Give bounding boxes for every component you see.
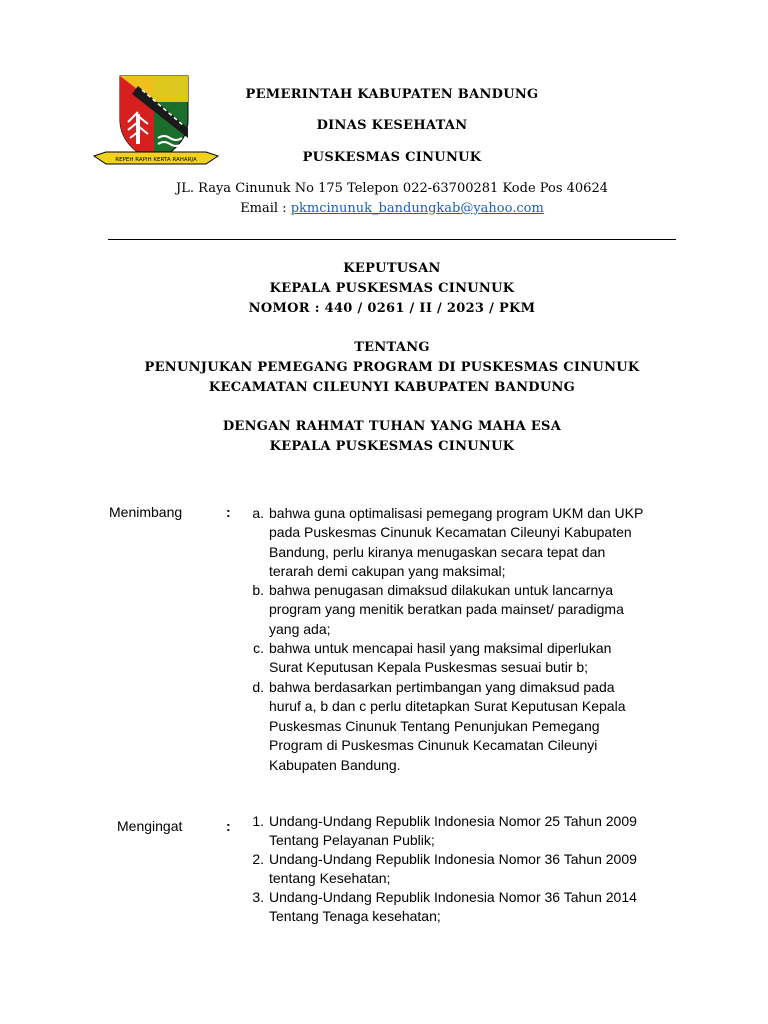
item-text	[269, 850, 685, 889]
item-marker: 2.	[252, 851, 264, 867]
header-institution: PUSKESMAS CINUNUK	[302, 150, 482, 165]
email-link[interactable]: pkmcinunuk_bandungkab@yahoo.com	[290, 201, 544, 216]
header-government: PEMERINTAH KABUPATEN BANDUNG	[245, 87, 539, 102]
header-address: JL. Raya Cinunuk No 175 Telepon 022-63700281 Kode Pos 40624	[176, 181, 608, 196]
mengingat-item	[244, 850, 685, 889]
item-line: Tentang Tenaga kesehatan;	[269, 908, 441, 925]
decree-subject-line-1: PENUNJUKAN PEMEGANG PROGRAM DI PUSKESMAS CINUNUK	[144, 360, 640, 375]
decree-issuer: KEPALA PUSKESMAS CINUNUK	[269, 281, 515, 296]
decree-number: NOMOR : 440 / 0261 / II / 2023 / PKM	[248, 301, 536, 316]
item-marker: b.	[252, 582, 264, 598]
item-line: huruf a, b dan c perlu ditetapkan Surat Keputusan Kepala	[269, 698, 626, 715]
item-line: Puskesmas Cinunuk Tentang Penunjukan Pemegang	[269, 717, 600, 734]
item-line: bahwa guna optimalisasi pemegang program UKM dan UKP	[269, 505, 644, 521]
mengingat-colon: :	[226, 818, 231, 834]
mengingat-item	[244, 888, 685, 927]
email-label: Email :	[240, 201, 291, 216]
item-line: Tentang Pelayanan Publik;	[269, 832, 435, 849]
item-line: tentang Kesehatan;	[269, 870, 391, 887]
item-line: Undang-Undang Republik Indonesia Nomor 36 Tahun 2014	[269, 889, 637, 905]
item-line: bahwa untuk mencapai hasil yang maksimal diperlukan	[269, 640, 612, 656]
item-marker: a.	[252, 505, 264, 521]
item-line: Program di Puskesmas Cinunuk Kecamatan Cileunyi	[269, 737, 598, 754]
item-text	[269, 888, 685, 927]
item-line: Undang-Undang Republik Indonesia Nomor 36 Tahun 2009	[269, 851, 637, 867]
item-line: program yang menitik beratkan pada mainset/ paradigma	[269, 601, 624, 618]
logo-motto: REPEH RAPIH KERTA RAHARJA	[115, 157, 197, 163]
menimbang-item	[244, 504, 685, 582]
kabupaten-bandung-logo	[92, 72, 220, 172]
menimbang-item	[244, 639, 685, 678]
header-email-line	[100, 201, 684, 216]
item-line: Undang-Undang Republik Indonesia Nomor 25 Tahun 2009	[269, 813, 637, 829]
item-line: yang ada;	[269, 620, 331, 637]
item-text	[269, 639, 685, 678]
header-divider	[108, 239, 676, 240]
item-text	[269, 678, 685, 775]
item-text	[269, 581, 685, 639]
item-marker: 3.	[252, 889, 264, 905]
item-line: bahwa penugasan dimaksud dilakukan untuk lancarnya	[269, 582, 614, 598]
header-department: DINAS KESEHATAN	[316, 118, 468, 133]
item-line: bahwa berdasarkan pertimbangan yang dimaksud pada	[269, 679, 615, 695]
mengingat-item	[244, 812, 685, 851]
item-line: pada Puskesmas Cinunuk Kecamatan Cileunyi Kabupaten	[269, 524, 632, 541]
menimbang-item	[244, 581, 685, 639]
item-line: Bandung, perlu kiranya menugaskan secara tepat dan	[269, 543, 606, 560]
item-line: terarah demi cakupan yang maksimal;	[269, 563, 506, 580]
menimbang-label: Menimbang	[109, 504, 183, 520]
item-marker: d.	[252, 679, 264, 695]
item-line: Kabupaten Bandung.	[269, 756, 401, 773]
mengingat-label: Mengingat	[117, 818, 183, 834]
item-line: Surat Keputusan Kepala Puskesmas sesuai butir b;	[269, 659, 589, 676]
item-text	[269, 504, 685, 582]
decree-signatory-title: KEPALA PUSKESMAS CINUNUK	[269, 439, 515, 454]
decree-blessing: DENGAN RAHMAT TUHAN YANG MAHA ESA	[222, 419, 562, 434]
menimbang-colon: :	[226, 504, 231, 520]
item-marker: 1.	[252, 813, 264, 829]
decree-about-label: TENTANG	[354, 340, 430, 355]
menimbang-item	[244, 678, 685, 775]
decree-kind: KEPUTUSAN	[343, 261, 441, 276]
item-text	[269, 812, 685, 851]
item-marker: c.	[253, 640, 264, 656]
decree-subject-line-2: KECAMATAN CILEUNYI KABUPATEN BANDUNG	[208, 380, 576, 395]
